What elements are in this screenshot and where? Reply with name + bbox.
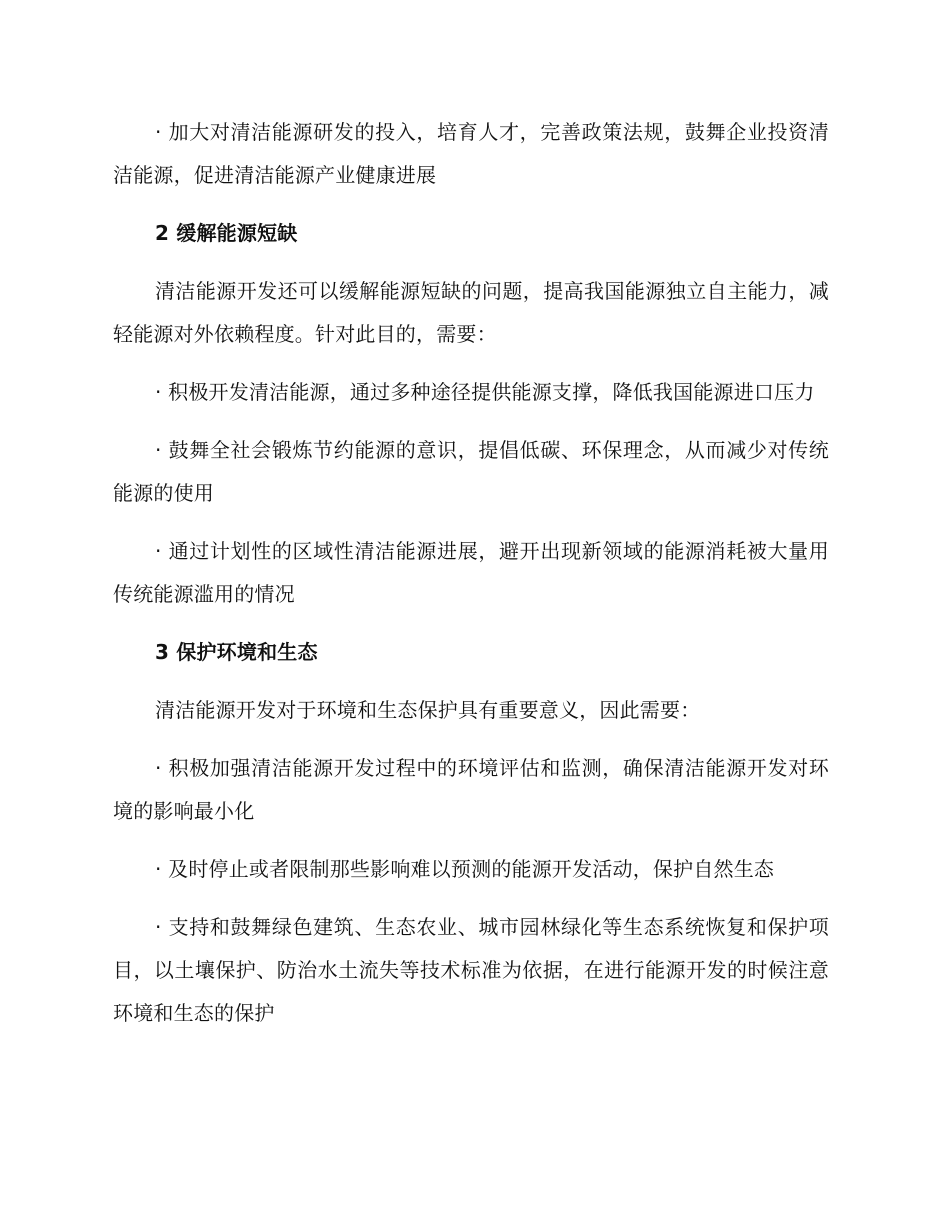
document-body xyxy=(113,111,829,1050)
paragraph-energy-shortage-intro: 清洁能源开发还可以缓解能源短缺的问题，提高我国能源独立自主能力，减轻能源对外依赖程度。针对此目的，需要： xyxy=(113,279,829,346)
bullet-stop-risky-activities: · 及时停止或者限制那些影响难以预测的能源开发活动，保护自然生态 xyxy=(155,857,775,881)
bullet-develop-clean-energy: · 积极开发清洁能源，通过多种途径提供能源支撑，降低我国能源进口压力 xyxy=(155,380,815,404)
paragraph-environment-intro: 清洁能源开发对于环境和生态保护具有重要意义，因此需要： xyxy=(155,698,701,722)
bullet-environment-assessment: · 积极加强清洁能源开发过程中的环境评估和监测，确保清洁能源开发对环境的影响最小化 xyxy=(113,756,829,823)
section-heading-environment: 3 保护环境和生态 xyxy=(155,640,318,664)
bullet-regional-planning: · 通过计划性的区域性清洁能源进展，避开出现新领域的能源消耗被大量用传统能源滥用的情况 xyxy=(113,539,829,606)
bullet-invest-research: · 加大对清洁能源研发的投入，培育人才，完善政策法规，鼓舞企业投资清洁能源，促进清洁能源产业健康进展 xyxy=(113,120,829,187)
bullet-green-projects: · 支持和鼓舞绿色建筑、生态农业、城市园林绿化等生态系统恢复和保护项目，以土壤保护、防治水土流失等技术标准为依据，在进行能源开发的时候注意环境和生态的保护 xyxy=(113,915,829,1025)
section-heading-energy-shortage: 2 缓解能源短缺 xyxy=(155,221,298,245)
bullet-energy-saving-awareness: · 鼓舞全社会锻炼节约能源的意识，提倡低碳、环保理念，从而减少对传统能源的使用 xyxy=(113,438,829,505)
